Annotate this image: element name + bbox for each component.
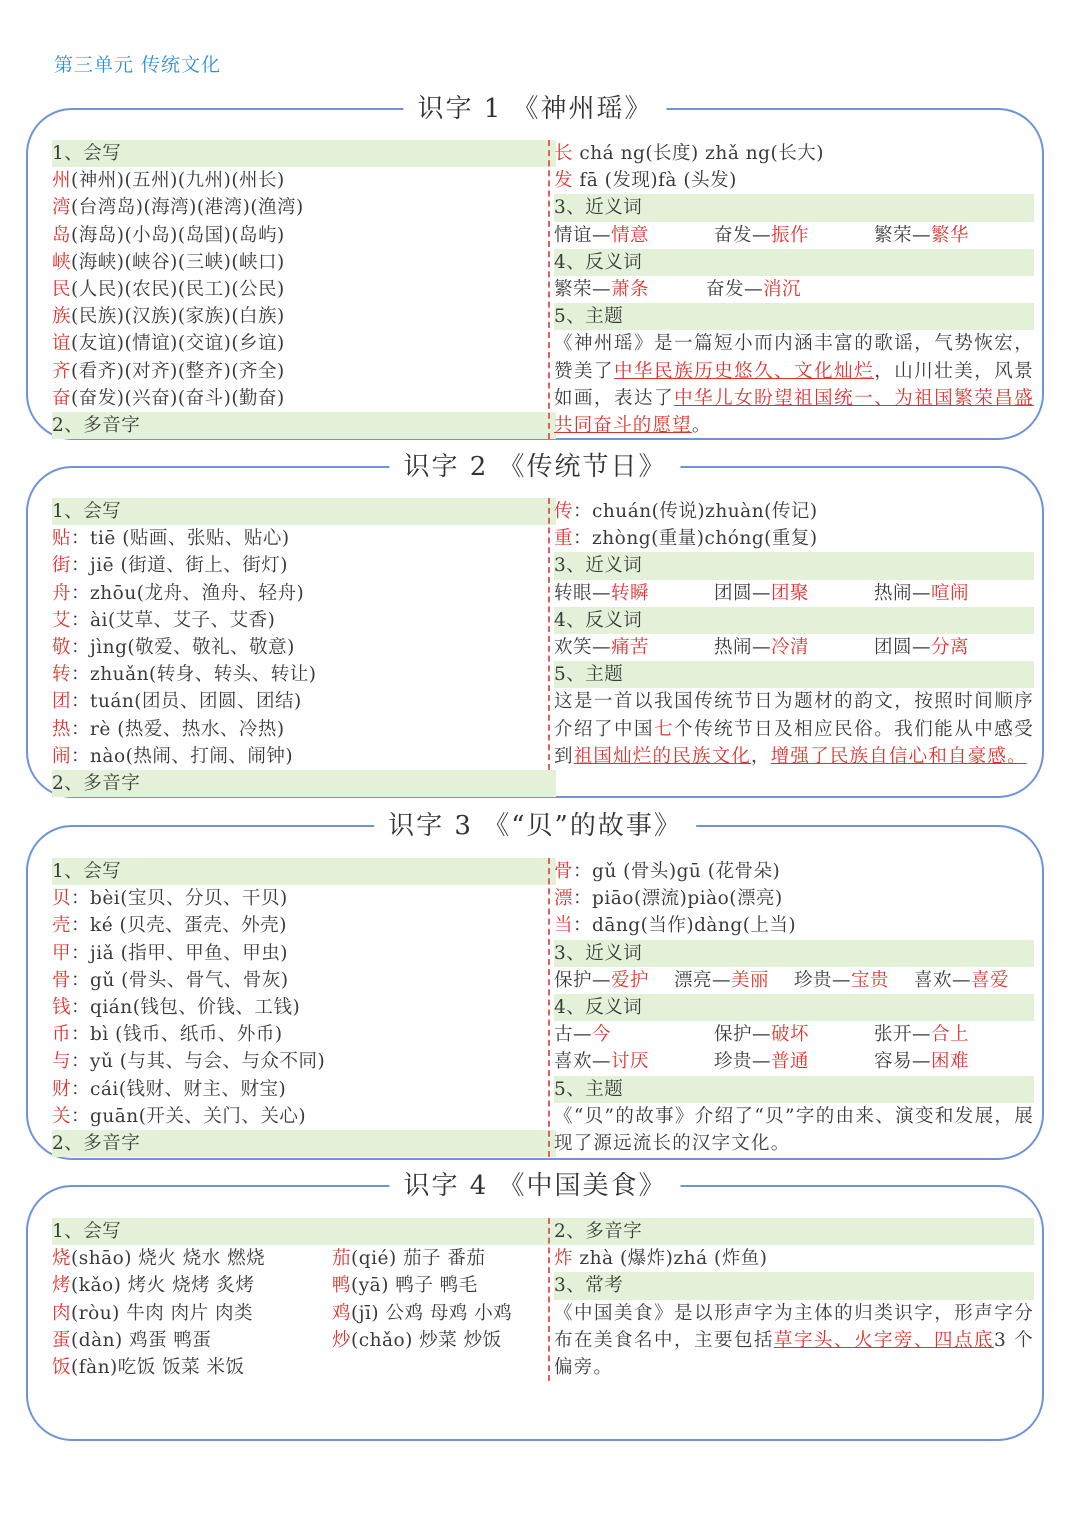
section-header: 4、反义词 bbox=[554, 249, 1034, 276]
section-header: 4、反义词 bbox=[554, 994, 1034, 1021]
lesson-card-2 bbox=[26, 452, 1044, 798]
polyphone-item: 重：zhòng(重量)chóng(重复) bbox=[554, 528, 818, 550]
synonym-row: 情谊—情意 奋发—振作 繁荣—繁华 bbox=[554, 224, 970, 246]
section-header: 3、近义词 bbox=[554, 194, 1034, 221]
section-header: 5、主题 bbox=[554, 661, 1034, 688]
card-title: 识字 2 《传统节日》 bbox=[389, 452, 680, 482]
list-item: 骨：gǔ (骨头、骨气、骨灰) bbox=[52, 969, 289, 991]
section-header: 5、主题 bbox=[554, 303, 1034, 330]
lesson-card-1 bbox=[26, 94, 1044, 440]
list-item: 奋(奋发)(兴奋)(奋斗)(勤奋) bbox=[52, 387, 285, 409]
section-header: 1、会写 bbox=[52, 140, 556, 167]
lesson-card-3 bbox=[26, 811, 1044, 1160]
polyphone-item: 传：chuán(传说)zhuàn(传记) bbox=[554, 501, 818, 522]
section-header: 1、会写 bbox=[52, 1218, 556, 1245]
section-header: 3、近义词 bbox=[554, 940, 1034, 967]
list-item: 关：guān(开关、关门、关心) bbox=[52, 1105, 307, 1127]
polyphone-item: 发 fā (发现)fà (头发) bbox=[554, 170, 737, 192]
theme-paragraph: 这是一首以我国传统节日为题材的韵文，按照时间顺序介绍了中国七个传统节日及相应民俗。我们能从中感受到祖国灿烂的民族文化，增强了民族自信心和自豪感。 bbox=[554, 691, 1034, 767]
list-item: 族(民族)(汉族)(家族)(白族) bbox=[52, 306, 285, 328]
section-header: 3、常考 bbox=[554, 1272, 1034, 1299]
list-item: 饭(fàn)吃饭 饭菜 米饭 bbox=[52, 1356, 245, 1378]
antonym-row: 古—今 保护—破坏 张开—合上 bbox=[554, 1024, 970, 1046]
section-header: 1、会写 bbox=[52, 858, 556, 885]
left-column bbox=[52, 140, 556, 439]
list-item: 湾(台湾岛)(海湾)(港湾)(渔湾) bbox=[52, 197, 304, 219]
polyphone-item: 炸 zhà (爆炸)zhá (炸鱼) bbox=[554, 1248, 768, 1270]
left-column bbox=[52, 858, 556, 1157]
theme-paragraph: 《神州瑶》是一篇短小而内涵丰富的歌谣，气势恢宏，赞美了中华民族历史悠久、文化灿烂，山川壮美，风景如画，表达了中华儿女盼望祖国统一、为祖国繁荣昌盛共同奋斗的愿望。 bbox=[554, 333, 1034, 436]
antonym-row: 喜欢—讨厌 珍贵—普通 容易—困难 bbox=[554, 1051, 970, 1073]
polyphone-item: 当：dāng(当作)dàng(上当) bbox=[554, 915, 797, 937]
list-item: 蛋(dàn) 鸡蛋 鸭蛋 bbox=[52, 1329, 212, 1351]
food-grid bbox=[52, 1245, 556, 1381]
list-item: 币：bì (钱币、纸币、外币) bbox=[52, 1024, 283, 1046]
card-title: 识字 4 《中国美食》 bbox=[389, 1171, 680, 1201]
list-item: 炒(chǎo) 炒菜 炒饭 bbox=[332, 1329, 502, 1351]
card-title: 识字 1 《神州瑶》 bbox=[403, 94, 666, 124]
list-item: 与：yǔ (与其、与会、与众不同) bbox=[52, 1051, 326, 1073]
list-item: 敬：jìng(敬爱、敬礼、敬意) bbox=[52, 636, 295, 658]
list-item: 艾：ài(艾草、艾子、艾香) bbox=[52, 609, 276, 631]
theme-paragraph: 《“贝”的故事》介绍了“贝”字的由来、演变和发展，展现了源远流长的汉字文化。 bbox=[554, 1105, 1034, 1154]
list-item: 鸭(yā) 鸭子 鸭毛 bbox=[332, 1275, 478, 1297]
list-item: 州(神州)(五州)(九州)(州长) bbox=[52, 170, 285, 192]
section-header: 5、主题 bbox=[554, 1076, 1034, 1103]
section-header: 2、多音字 bbox=[554, 1218, 1034, 1245]
left-column bbox=[52, 1218, 556, 1381]
list-item: 贝：bèi(宝贝、分贝、干贝) bbox=[52, 888, 288, 910]
antonym-row: 繁荣—萧条 奋发—消沉 bbox=[554, 278, 802, 300]
list-item: 闹：nào(热闹、打闹、闹钟) bbox=[52, 745, 294, 767]
synonym-row: 保护—爱护 漂亮—美丽 珍贵—宝贵 喜欢—喜爱 bbox=[554, 969, 1010, 991]
list-item: 钱：qián(钱包、价钱、工钱) bbox=[52, 996, 301, 1018]
unit-title: 第三单元 传统文化 bbox=[54, 54, 222, 76]
section-header: 2、多音字 bbox=[52, 770, 556, 797]
list-item: 岛(海岛)(小岛)(岛国)(岛屿) bbox=[52, 224, 285, 246]
list-item: 财：cái(钱财、财主、财宝) bbox=[52, 1078, 287, 1100]
list-item: 舟：zhōu(龙舟、渔舟、轻舟) bbox=[52, 582, 305, 604]
section-header: 2、多音字 bbox=[52, 412, 556, 439]
list-item: 峡(海峡)(峡谷)(三峡)(峡口) bbox=[52, 251, 285, 273]
list-item: 烤(kǎo) 烤火 烧烤 炙烤 bbox=[52, 1275, 255, 1297]
list-item: 转：zhuǎn(转身、转头、转让) bbox=[52, 664, 317, 686]
right-column bbox=[548, 1218, 1034, 1381]
polyphone-item: 骨：gǔ (骨头)gū (花骨朵) bbox=[554, 861, 781, 882]
polyphone-item: 长 chá ng(长度) zhǎ ng(长大) bbox=[554, 143, 824, 164]
list-item: 壳：ké (贝壳、蛋壳、外壳) bbox=[52, 915, 287, 937]
theme-paragraph: 《中国美食》是以形声字为主体的归类识字，形声字分布在美食名中，主要包括草字头、火字旁、四点底3 个偏旁。 bbox=[554, 1302, 1034, 1378]
left-column bbox=[52, 498, 556, 797]
list-item: 贴：tiē (贴画、张贴、贴心) bbox=[52, 528, 290, 550]
right-column bbox=[548, 498, 1034, 770]
synonym-row: 转眼—转瞬 团圆—团聚 热闹—喧闹 bbox=[554, 582, 970, 604]
list-item: 烧(shāo) 烧火 烧水 燃烧 bbox=[52, 1248, 266, 1270]
card-title: 识字 3 《“贝”的故事》 bbox=[374, 811, 696, 841]
right-column bbox=[548, 140, 1034, 439]
polyphone-item: 漂：piāo(漂流)piào(漂亮) bbox=[554, 888, 783, 910]
section-header: 3、近义词 bbox=[554, 552, 1034, 579]
list-item: 街：jiē (街道、街上、街灯) bbox=[52, 555, 288, 577]
list-item: 谊(友谊)(情谊)(交谊)(乡谊) bbox=[52, 333, 285, 355]
list-item: 甲：jiǎ (指甲、甲鱼、甲虫) bbox=[52, 942, 289, 964]
list-item: 齐(看齐)(对齐)(整齐)(齐全) bbox=[52, 360, 285, 382]
antonym-row: 欢笑—痛苦 热闹—冷清 团圆—分离 bbox=[554, 636, 970, 658]
right-column bbox=[548, 858, 1034, 1157]
list-item: 茄(qié) 茄子 番茄 bbox=[332, 1248, 486, 1270]
list-item: 肉(ròu) 牛肉 肉片 肉类 bbox=[52, 1302, 254, 1324]
section-header: 4、反义词 bbox=[554, 607, 1034, 634]
section-header: 1、会写 bbox=[52, 498, 556, 525]
list-item: 热：rè (热爱、热水、冷热) bbox=[52, 718, 285, 740]
list-item: 鸡(jī) 公鸡 母鸡 小鸡 bbox=[332, 1302, 513, 1324]
lesson-card-4 bbox=[26, 1171, 1044, 1441]
section-header: 2、多音字 bbox=[52, 1130, 556, 1157]
list-item: 团：tuán(团员、团圆、团结) bbox=[52, 691, 302, 713]
list-item: 民(人民)(农民)(民工)(公民) bbox=[52, 278, 285, 300]
